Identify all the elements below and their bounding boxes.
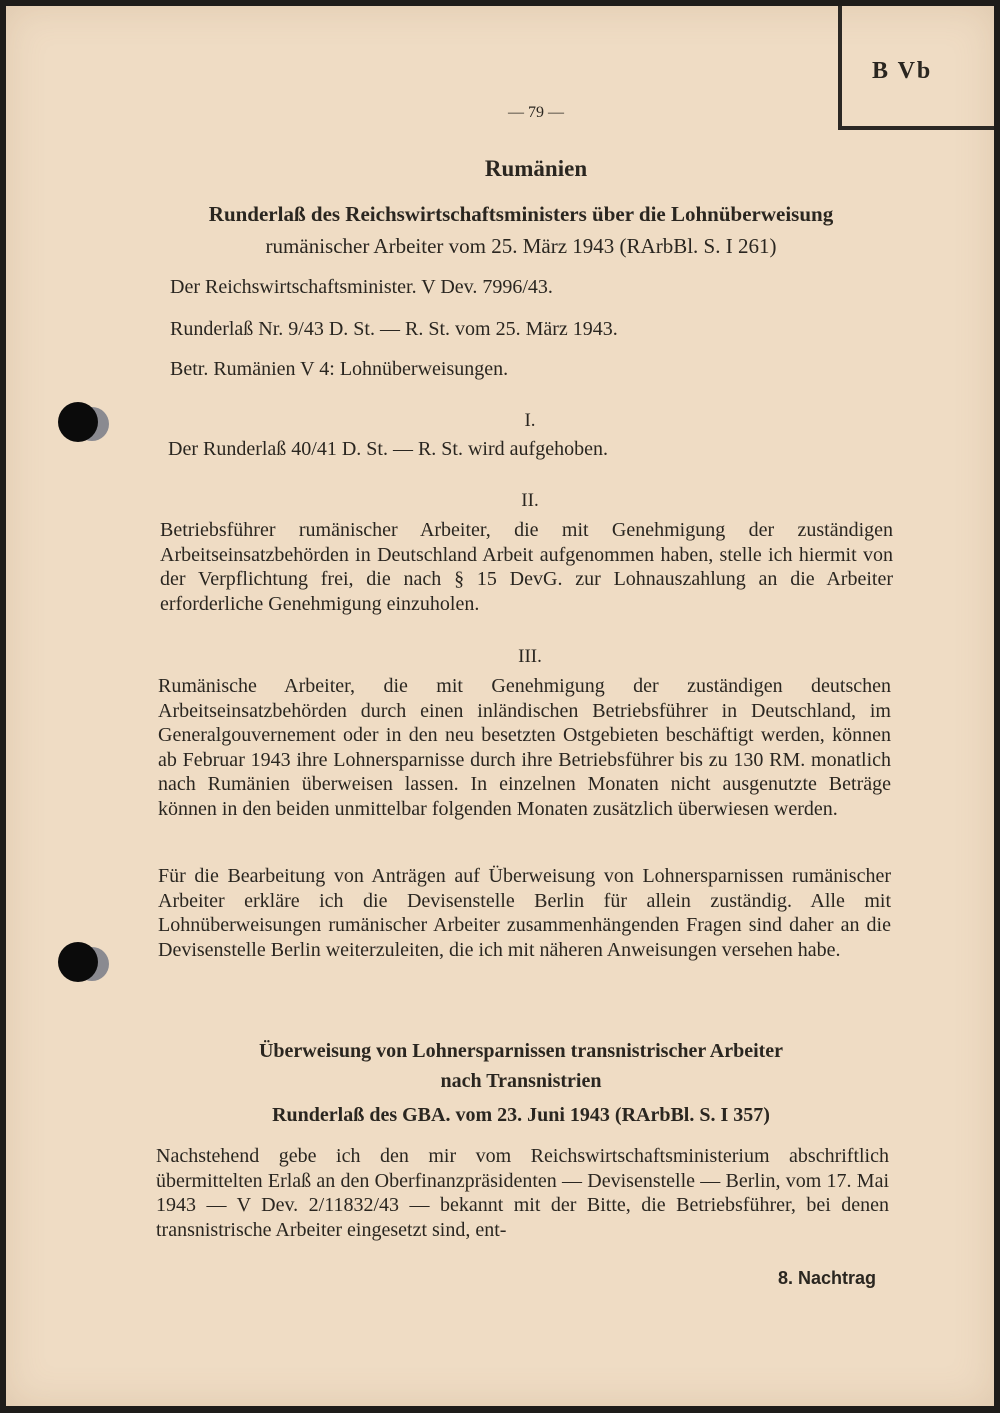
decree1-meta-line2: Runderlaß Nr. 9/43 D. St. — R. St. vom 25. März 1943. [170, 318, 618, 340]
page-number: — 79 — [508, 104, 564, 121]
section-2-text: Betriebsführer rumänischer Arbeiter, die mit Genehmigung der zuständigen Arbeitseinsatzbehörden in Deutschland Arbeit aufgenommen haben, stelle ich hiermit von der Verpflichtung frei, die nach § 15 DevG. zur Lohnauszahlung an die Arbeiter erforderliche Genehmigung einzuholen. [160, 519, 893, 615]
decree1-title-line1: Runderlaß des Reichswirtschaftsministers über die Lohnüberweisung [208, 202, 834, 226]
section-title: Rumänien [484, 156, 588, 181]
decree2-text: Nachstehend gebe ich den mir vom Reichswirtschaftsministerium abschriftlich übermittelten Erlaß an den Oberfinanzpräsidenten — Devisenstelle — Berlin, vom 17. Mai 1943 — V Dev. 2/11832/43 — bekannt mit der Bitte, die Betriebsführer, bei denen transnistrische Arbeiter eingesetzt sind, ent- [156, 1145, 889, 1241]
decree1-meta-line1: Der Reichswirtschaftsminister. V Dev. 7996/43. [170, 276, 553, 298]
section-number-3: III. [518, 646, 542, 667]
decree2-title-line3: Runderlaß des GBA. vom 23. Juni 1943 (RArbBl. S. I 357) [272, 1104, 770, 1126]
section-number-2: II. [521, 490, 539, 511]
section-3-paragraph-2: Für die Bearbeitung von Anträgen auf Überweisung von Lohnersparnissen rumänischer Arbeiter erkläre ich die Devisenstelle Berlin für allein zuständig. Alle mit Lohnüberweisungen rumänischer Arbeiter zusammenhängenden Fragen sind daher an die Devisenstelle Berlin weiterzuleiten, die ich mit näheren Anweisungen versehen habe. [158, 865, 891, 961]
section-3-paragraph-1: Rumänische Arbeiter, die mit Genehmigung der zuständigen deutschen Arbeitseinsatzbehörden durch einen inländischen Betriebsführer in Deutschland, im Generalgouvernement oder in den neu besetzten Ostgebieten beschäftigt werden, können ab Februar 1943 ihre Lohnersparnisse durch ihre Betriebsführer bis zu 130 RM. monatlich nach Rumänien überweisen lassen. In einzelnen Monaten nicht ausgenutzte Beträge können in den beiden unmittelbar folgenden Monaten zusätzlich überwiesen werden. [158, 675, 891, 820]
register-tab-label: B Vb [872, 58, 933, 84]
punch-hole-bottom [58, 942, 98, 982]
decree2-title-line2: nach Transnistrien [440, 1070, 602, 1092]
decree1-meta-line3: Betr. Rumänien V 4: Lohnüberweisungen. [170, 358, 509, 380]
footer-supplement-label: 8. Nachtrag [777, 1268, 876, 1288]
section-number-1: I. [524, 410, 536, 431]
section-1-text: Der Runderlaß 40/41 D. St. — R. St. wird aufgehoben. [168, 438, 608, 460]
decree1-title-line2: rumänischer Arbeiter vom 25. März 1943 (RArbBl. S. I 261) [265, 234, 777, 258]
decree2-title-line1: Überweisung von Lohnersparnissen transnistrischer Arbeiter [258, 1040, 784, 1062]
document-page [6, 6, 994, 1406]
